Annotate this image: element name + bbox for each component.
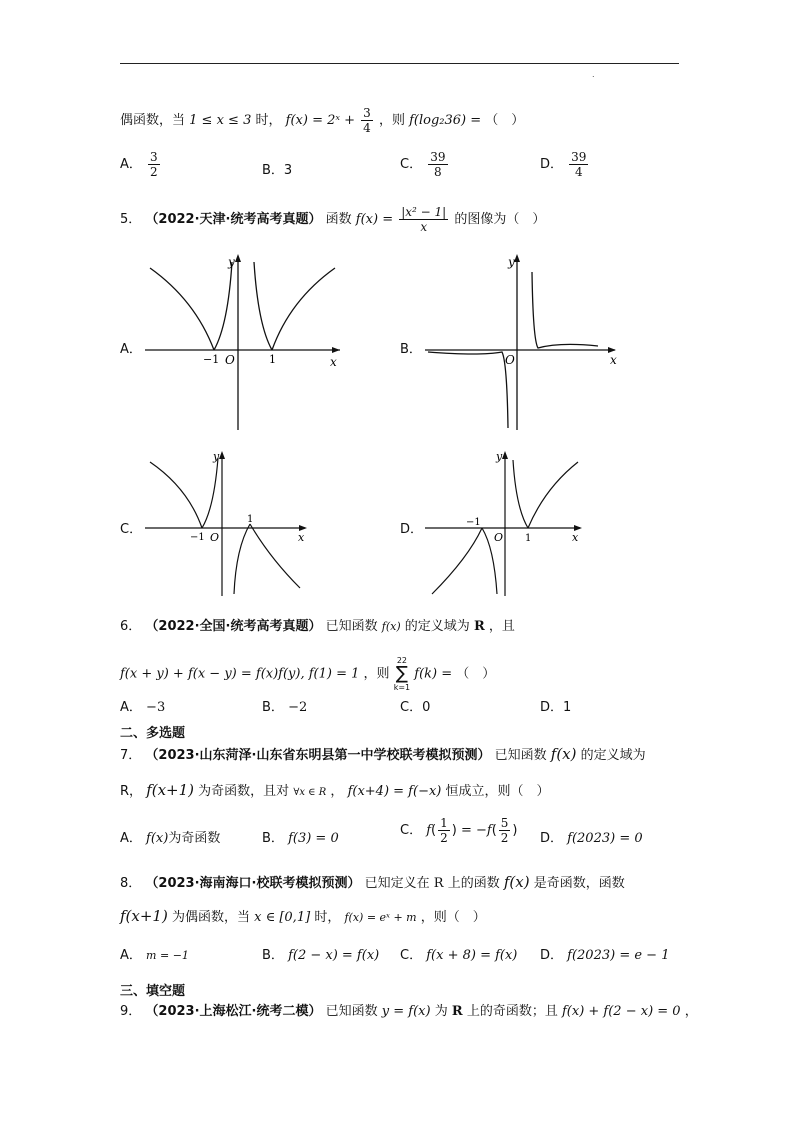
q4-option-c[interactable]: C． $\frac{39}{8}$ <box>400 150 446 179</box>
q7-option-c[interactable]: C． f( $\frac{1}{2}$ ) = −f( $\frac{5}{2}$ ) <box>400 816 518 845</box>
graph-d <box>420 448 590 598</box>
graph-c-label[interactable]: C． <box>120 522 143 537</box>
graph-c-xlabel: x <box>298 531 305 544</box>
graph-b-label[interactable]: B． <box>400 342 422 357</box>
graph-a-ylabel: y <box>228 255 235 269</box>
graph-c-origin: O <box>210 531 220 544</box>
graph-a-tick-m1: −1 <box>203 353 220 366</box>
graph-a-xlabel: x <box>330 355 337 369</box>
q5-stem: 5． （2022·天津·统考高考真题） 函数 f(x) = $\frac{\text{|x² − 1|}}{x}$ 的图像为（ ） <box>120 205 546 234</box>
q8-source: （2023·海南海口·校联考模拟预测） <box>145 876 361 891</box>
graph-d-ylabel: y <box>496 450 503 463</box>
q6-sum: 22 ∑ k=1 <box>393 656 411 692</box>
q4-fx: f(x) = 2ˣ + <box>285 113 356 128</box>
q5-frac: $\frac{\text{|x² − 1|}}{x}$ <box>401 205 447 234</box>
graph-b-ylabel: y <box>508 255 515 269</box>
graph-d-xlabel: x <box>572 531 579 544</box>
q6-source: （2022·全国·统考高考真题） <box>145 619 322 634</box>
q7-option-d[interactable]: D． f(2023) = 0 <box>540 831 643 846</box>
q7-option-a[interactable]: A． f(x)为奇函数 <box>120 831 221 846</box>
q9-source: （2023·上海松江·统考二模） <box>145 1004 322 1019</box>
q4-cond: 1 ≤ x ≤ 3 <box>189 113 252 128</box>
graph-d-tick-m1: −1 <box>466 517 481 528</box>
graph-b-xlabel: x <box>610 353 617 367</box>
q8-option-c[interactable]: C． f(x + 8) = f(x) <box>400 948 518 963</box>
graph-a-tick-p1: 1 <box>269 353 276 366</box>
q8-option-b[interactable]: B． f(2 − x) = f(x) <box>262 948 380 963</box>
q6-option-a[interactable]: A． −3 <box>120 700 166 715</box>
q4-option-a[interactable]: A． $\frac{3}{2}$ <box>120 150 158 179</box>
q6-equation: f(x + y) + f(x − y) = f(x)f(y), f(1) = 1 <box>120 666 360 682</box>
q4-frac: $\frac{3}{4}$ <box>363 106 371 135</box>
q4-option-d[interactable]: D． $\frac{39}{4}$ <box>540 150 587 179</box>
q8-option-d[interactable]: D． f(2023) = e − 1 <box>540 948 670 963</box>
q8-stem: 8． （2023·海南海口·校联考模拟预测） 已知定义在 R 上的函数 f(x) 是奇函数，函数 <box>120 873 625 891</box>
graph-d-label[interactable]: D． <box>400 522 424 537</box>
graph-a-origin: O <box>225 353 235 367</box>
section-multi-choice: 二、多选题 <box>120 726 186 741</box>
q8-condition: f(x+1) 为偶函数，当 x ∈ [0,1] 时， f(x) = eˣ + m ，则（ ） <box>120 907 486 925</box>
q8-option-a[interactable]: A． m = −1 <box>120 948 189 963</box>
graph-d-tick-p1: 1 <box>525 533 532 544</box>
q4-pre: 偶函数，当 <box>120 113 186 128</box>
q4-post: ，则 <box>378 113 405 128</box>
graph-b-origin: O <box>505 353 515 367</box>
q6-condition: f(x + y) + f(x − y) = f(x)f(y), f(1) = 1 ，则 22 ∑ k=1 f(k) = （ ） <box>120 656 496 692</box>
graph-d-origin: O <box>494 531 504 544</box>
q7-option-b[interactable]: B． f(3) = 0 <box>262 831 339 846</box>
q6-option-b[interactable]: B． −2 <box>262 700 308 715</box>
section-fill-blank: 三、填空题 <box>120 984 186 999</box>
q6-option-c[interactable]: C．0 <box>400 700 431 715</box>
q7-source: （2023·山东菏泽·山东省东明县第一中学校联考模拟预测） <box>145 748 491 763</box>
q4-mid: 时， <box>255 113 282 128</box>
graph-c-tick-m1: −1 <box>190 532 205 543</box>
header-rule <box>120 63 679 64</box>
header-mark: . <box>592 70 595 79</box>
q4-option-b[interactable]: B．3 <box>262 163 293 178</box>
q4-stem <box>120 106 524 135</box>
graph-c-ylabel: y <box>213 450 220 463</box>
q7-stem: 7． （2023·山东菏泽·山东省东明县第一中学校联考模拟预测） 已知函数 f(x) 的定义域为 <box>120 745 646 763</box>
q6-stem: 6． （2022·全国·统考高考真题） 已知函数 f(x) 的定义域为 R ，且 <box>120 619 515 634</box>
q5-source: （2022·天津·统考高考真题） <box>145 212 322 227</box>
graph-c-tick-p1: 1 <box>247 514 254 525</box>
graph-c <box>140 448 315 598</box>
q4-ask: f(log₂36) = <box>409 113 482 128</box>
graph-a <box>140 250 350 435</box>
q6-option-d[interactable]: D．1 <box>540 700 572 715</box>
graph-b <box>420 250 625 435</box>
graph-a-label[interactable]: A． <box>120 342 142 357</box>
q9-stem: 9． （2023·上海松江·统考二模） 已知函数 y = f(x) 为 R 上的奇函数；且 f(x) + f(2 − x) = 0 ， <box>120 1004 698 1019</box>
q4-paren: （ ） <box>485 113 525 128</box>
q7-condition: R， f(x+1) 为奇函数，且对 ∀x ∈ R ， f(x+4) = f(−x) 恒成立，则（ ） <box>120 781 550 799</box>
